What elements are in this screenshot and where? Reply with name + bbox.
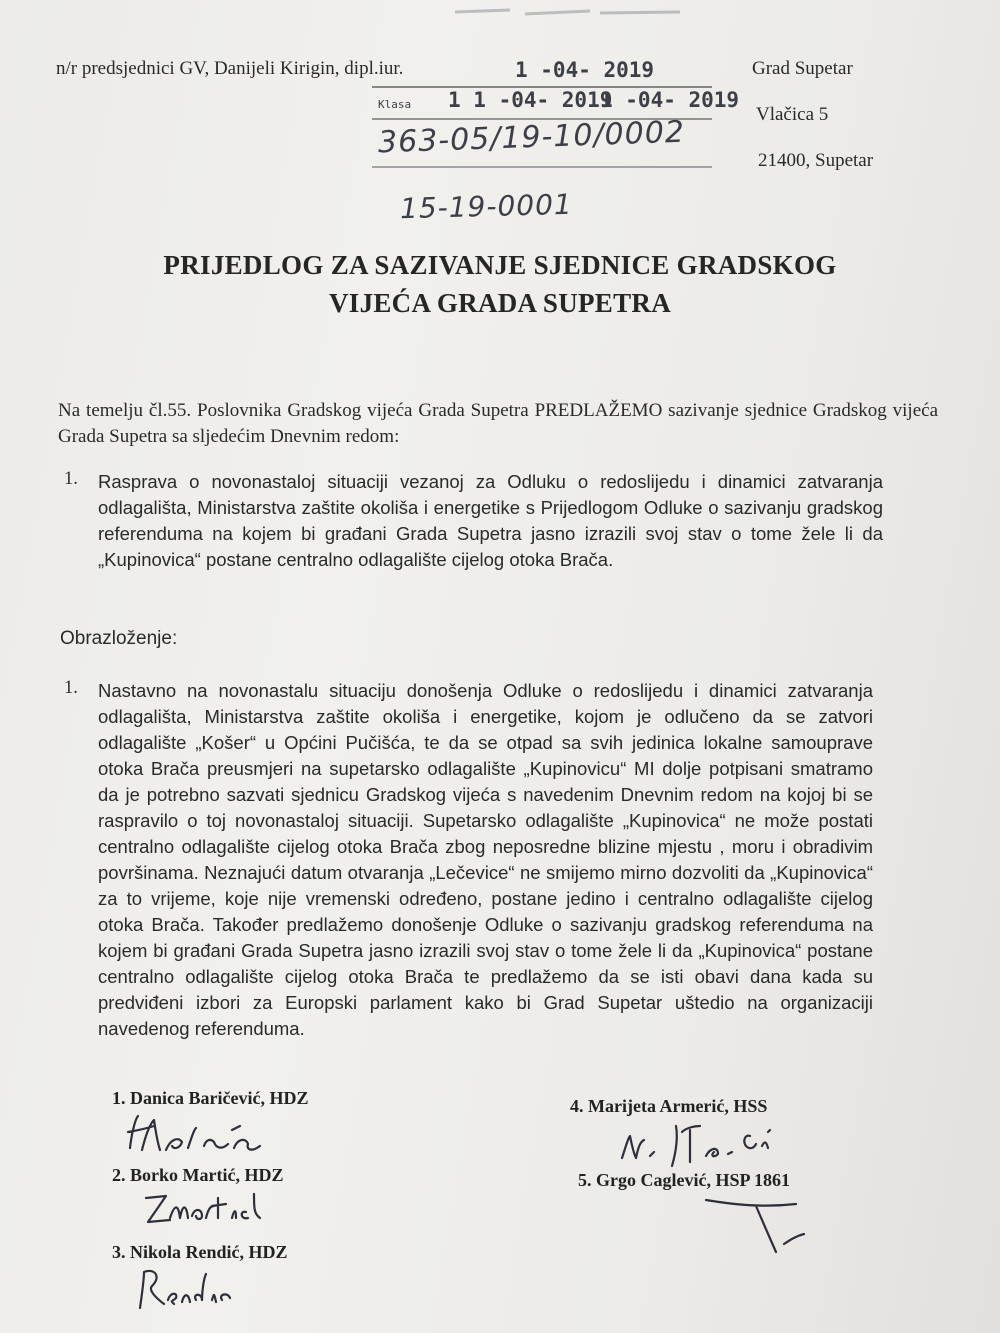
- address-postal: 21400, Supetar: [758, 150, 874, 171]
- signatory-number: 2.: [112, 1165, 126, 1185]
- signature-1: [120, 1110, 280, 1160]
- explanation-paragraph: Nastavno na novonastalu situaciju donošenja Odluke o redoslijedu i dinamici zatvaranja odlagališta, Ministarstva zaštite okoliša i energetike, kojom je odlučeno da se zatvori odlagalište „Košer“ u Općini Pučišća, te da se otpad sa svih jedinica lokalne samouprave otoka Brača preusmjeri na supetarsko odlagalište „Kupinovicu“ MI dolje potpisani smatramo da je potrebno sazvati sjednicu Gradskog vijeća s navedenim Dnevnim redom na kojoj bi se raspravilo o toj novonastaloj situaciji. Supetarsko odlagalište „Kupinovica“ ne može postati centralno odlagalište cijelog otoka Brača zbog neposredne blizine mjestu , moru i obradivim površinama. Neznajući datum otvaranja „Lečevice“ ne smijemo mirno dozvoliti da „Kupinovica“ za to vrijeme, koje nije vremenski određeno, postane jedino i centralno odlagalište cijelog otoka Brača. Također predlažemo donošenje Odluke o sazivanju gradskog referenduma na kojem bi građani Grada Supetra jasno izrazili svoj stav o tome žele li da „Kupinovica“ postane centralno odlagalište cijelog otoka Brača te predlažemo da se isti obavi dana kada su predviđeni izbori za Europski parlament kako bi Grad Supetar uštedio na organizaciji navedenog referenduma.: [98, 680, 873, 1039]
- signatory-number: 1.: [112, 1088, 126, 1108]
- signature-4: [610, 1112, 810, 1172]
- stamp-date-received: 1 -04- 2019: [515, 58, 655, 82]
- stamp-klasa-label: Klasa: [378, 98, 412, 111]
- explanation-number: 1.: [64, 678, 78, 698]
- agenda-item: Rasprava o novonastaloj situaciji vezanoj za Odluku o redoslijedu i dinamici zatvaranja odlagališta, Ministarstva zaštite okoliša i energetike s Prijedlogom Odluke o sazivanju gradskog referenduma na kojem bi građani Grada Supetra jasno izrazili svoj stav o tome žele li da „Kupinovica“ postane centralno odlagalište cijelog otoka Brača.: [98, 471, 883, 570]
- address-city: Grad Supetar: [752, 58, 853, 79]
- stamp-remnant: [450, 0, 690, 22]
- stamp-date-class: 1 1 -04- 2019: [448, 88, 613, 112]
- signatory-name: Danica Baričević, HDZ: [130, 1088, 309, 1108]
- signatory-number: 3.: [112, 1242, 126, 1262]
- signature-2: [140, 1188, 280, 1228]
- signatory-2: [112, 1165, 283, 1186]
- signatory-name: Marijeta Armerić, HSS: [588, 1096, 768, 1116]
- signature-5: [700, 1190, 820, 1265]
- signatory-number: 5.: [578, 1170, 592, 1190]
- intro-paragraph: Na temelju čl.55. Poslovnika Gradskog vijeća Grada Supetra PREDLAŽEMO sazivanje sjednice Gradskog vijeća Grada Supetra sa sljedećim Dnevnim redom:: [58, 400, 938, 447]
- recipient-line: n/r predsjednici GV, Danijeli Kirigin, dipl.iur.: [56, 58, 404, 79]
- document-title-line2: VIJEĆA GRADA SUPETRA: [328, 288, 672, 318]
- signatory-name: Grgo Caglević, HSP 1861: [596, 1170, 790, 1190]
- signatory-3: [112, 1242, 288, 1263]
- signatory-1: [112, 1088, 308, 1109]
- signature-3: [130, 1264, 260, 1314]
- signatory-5: [578, 1170, 790, 1191]
- agenda-number: 1.: [64, 469, 78, 489]
- signatory-name: Borko Martić, HDZ: [130, 1165, 284, 1185]
- stamp-urbroj-handwritten: 15-19-0001: [399, 187, 574, 226]
- signatory-name: Nikola Rendić, HDZ: [130, 1242, 288, 1262]
- document-title-line1: PRIJEDLOG ZA SAZIVANJE SJEDNICE GRADSKOG: [163, 250, 837, 280]
- address-street: Vlačica 5: [756, 104, 829, 125]
- stamp-klasa-handwritten: 363-05/19-10/0002: [377, 114, 686, 161]
- stamp-date-second: 1 -04- 2019: [600, 88, 740, 112]
- explanation-heading: Obrazloženje:: [60, 628, 178, 649]
- stamp-rule-low: [372, 166, 712, 168]
- signatory-number: 4.: [570, 1096, 584, 1116]
